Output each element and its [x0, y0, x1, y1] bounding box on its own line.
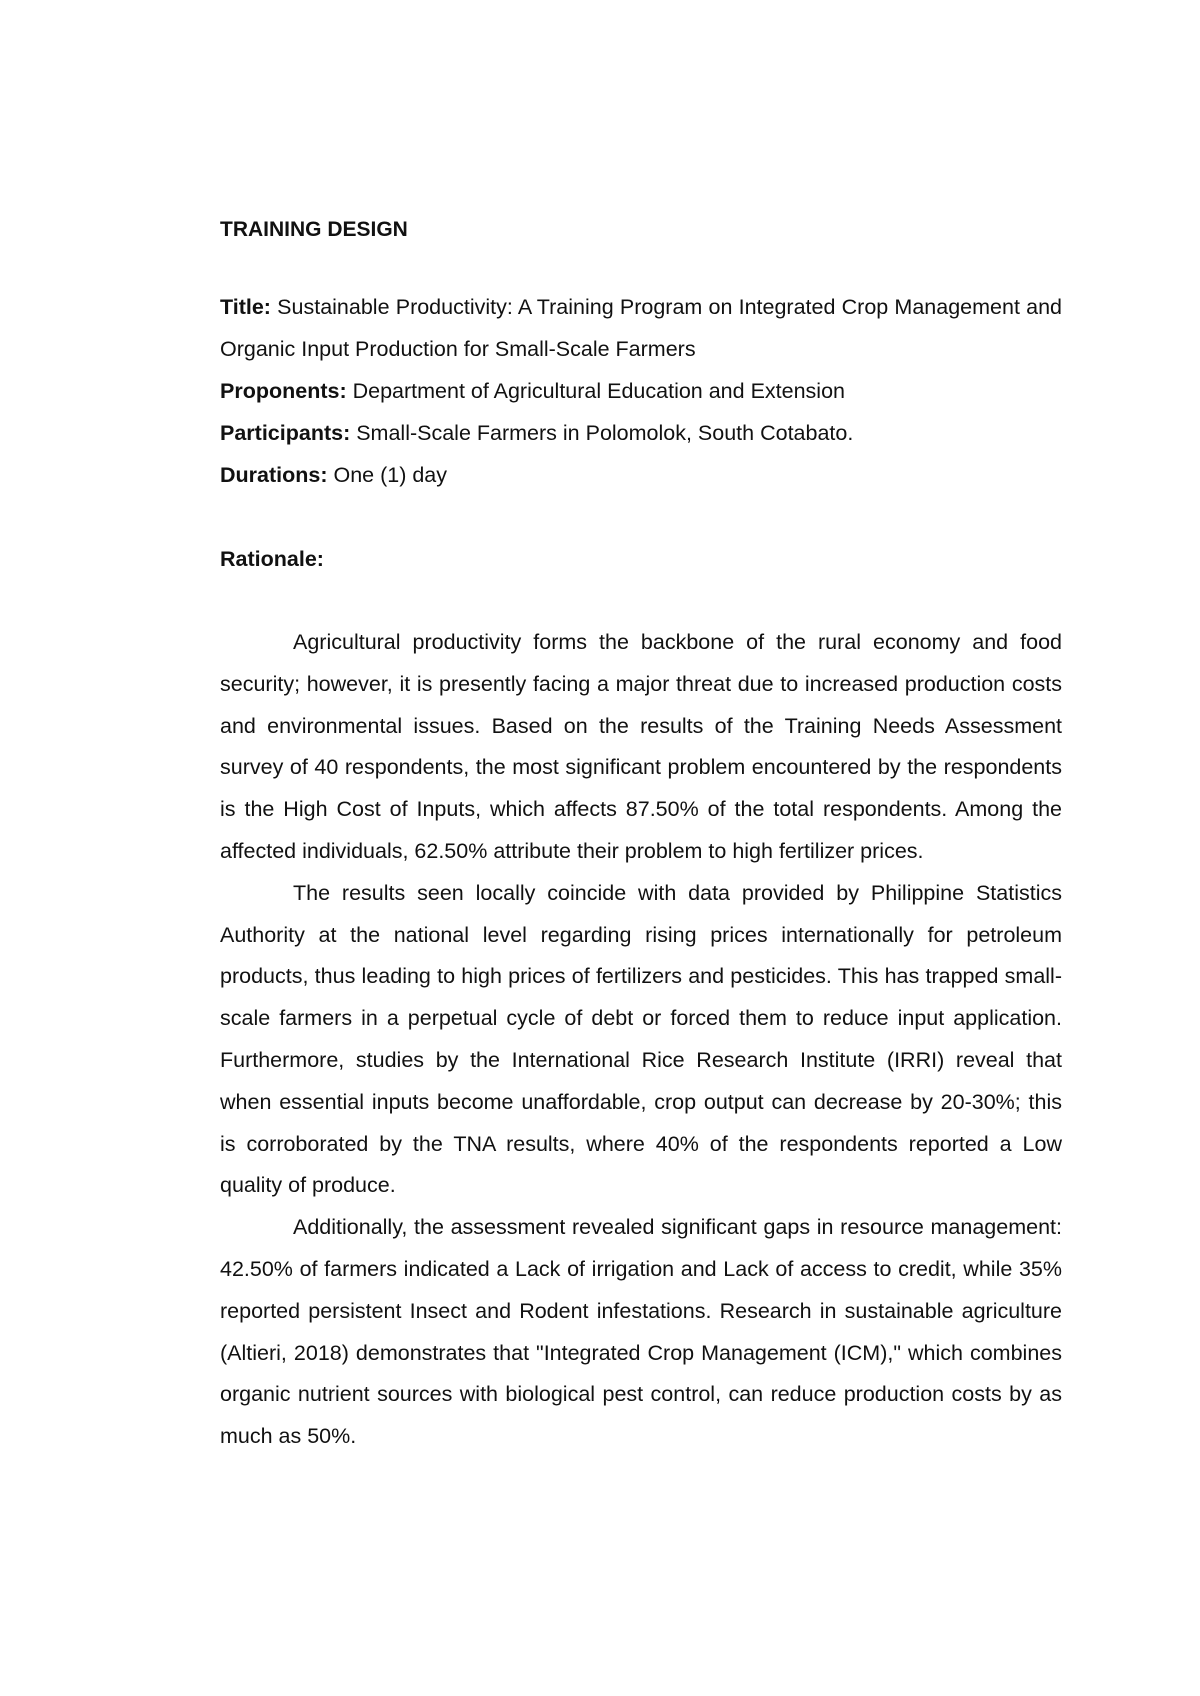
meta-proponents-label: Proponents:: [220, 379, 347, 403]
rationale-paragraph-3: Additionally, the assessment revealed significant gaps in resource management: 42.50% of farmers indicated a Lack of irrigation and Lack of access to credit, while 35% reported persistent Insect and Rodent infestations. Research in sustainable agriculture (Altieri, 2018) demonstrates that "Integrated Crop Management (ICM)," which combines organic nutrient sources with biological pest control, can reduce production costs by as much as 50%.: [220, 1215, 1062, 1449]
meta-participants-label: Participants:: [220, 421, 351, 445]
meta-proponents: [220, 370, 1062, 412]
meta-participants: [220, 412, 1062, 454]
rationale-paragraph-2: The results seen locally coincide with data provided by Philippine Statistics Authority at the national level regarding rising prices internationally for petroleum products, thus leading to high prices of fertilizers and pesticides. This has trapped small-scale farmers in a perpetual cycle of debt or forced them to reduce input application. Furthermore, studies by the International Rice Research Institute (IRRI) reveal that when essential inputs become unaffordable, crop output can decrease by 20-30%; this is corroborated by the TNA results, where 40% of the respondents reported a Low quality of produce.: [220, 880, 1062, 1198]
meta-title: [220, 286, 1062, 370]
rationale-heading: Rationale:: [220, 547, 324, 571]
meta-durations-value: One (1) day: [333, 463, 448, 487]
meta-title-label: Title:: [220, 295, 271, 319]
document-heading: TRAINING DESIGN: [220, 218, 408, 241]
meta-participants-value: Small-Scale Farmers in Polomolok, South Cotabato.: [356, 421, 854, 445]
meta-durations: [220, 454, 1062, 496]
document-page: [220, 216, 1062, 1458]
meta-proponents-value: Department of Agricultural Education and Extension: [352, 379, 845, 403]
rationale-paragraph-1: Agricultural productivity forms the backbone of the rural economy and food security; however, it is presently facing a major threat due to increased production costs and environmental issues. Based on the results of the Training Needs Assessment survey of 40 respondents, the most significant problem encountered by the respondents is the High Cost of Inputs, which affects 87.50% of the total respondents. Among the affected individuals, 62.50% attribute their problem to high fertilizer prices.: [220, 630, 1062, 863]
meta-durations-label: Durations:: [220, 463, 328, 487]
meta-title-value: Sustainable Productivity: A Training Program on Integrated Crop Management and Organic Input Production for Small-Scale Farmers: [220, 295, 1062, 361]
